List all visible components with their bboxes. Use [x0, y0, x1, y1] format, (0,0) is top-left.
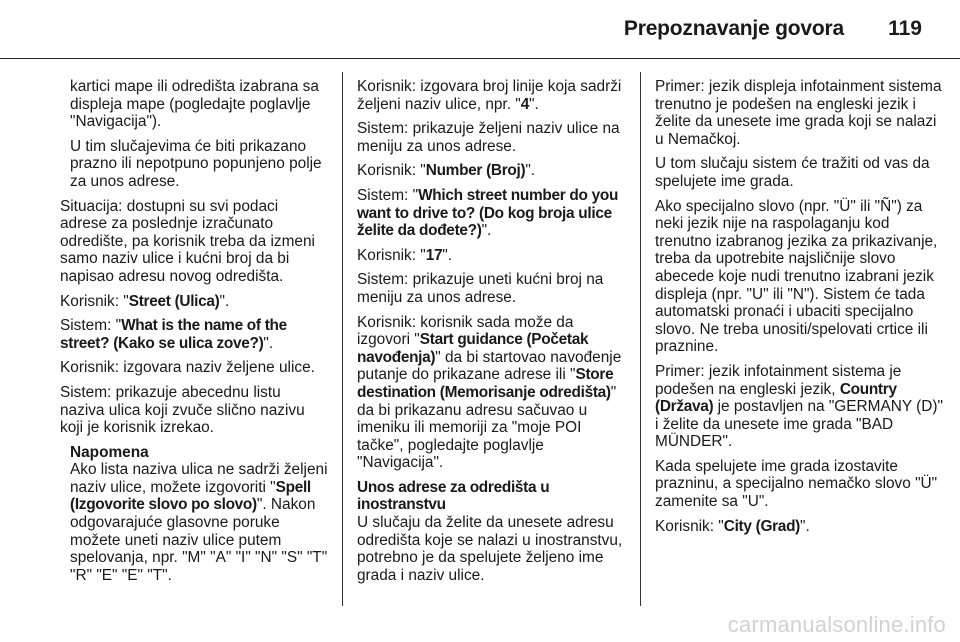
paragraph: Kada spelujete ime grada izostavite prazninu, a specijalno nemačko slovo "Ü" zamenite sa "U".: [655, 457, 938, 511]
paragraph: Primer: jezik displeja infotainment sistema trenutno je podešen na engleski jezik i želite da unesete ime grada koji se nalazi u Nemačkoj.: [655, 78, 942, 148]
header-rule: [0, 58, 960, 59]
paragraph: Sistem: prikazuje željeni naziv ulice na meniju za unos adrese.: [357, 120, 620, 155]
note-heading: Napomena: [70, 443, 149, 461]
paragraph: Sistem: prikazuje uneti kućni broj na meniju za unos adrese.: [357, 271, 604, 306]
paragraph: Sistem: prikazuje abecednu listu naziva ulica koji zvuče slično nazivu koji je korisnik izrekao.: [60, 383, 305, 437]
column-divider-2: [640, 72, 641, 606]
paragraph: Sistem: "What is the name of the street? (Kako se ulica zove?)".: [60, 317, 287, 352]
column-divider-1: [342, 72, 343, 606]
note-box: Napomena Ako lista naziva ulica ne sadrži željeni naziv ulice, možete izgovoriti "Spell (Izgovorite slovo po slovo)". Nakon odgovarajuće glasovne poruke možete uneti naziv ulice putem spelovanja, npr. "M" "A" "I" "N" "S" "T" "R" "E" "E" "T".: [70, 443, 328, 584]
page-title: Prepoznavanje govora: [623, 17, 844, 40]
paragraph: Korisnik: izgovara naziv željene ulice.: [60, 359, 315, 377]
paragraph: Sistem: "Which street number do you want to drive to? (Do kog broja ulice želite da dođete?)".: [357, 186, 619, 240]
section-heading: Unos adrese za odredišta u inostranstvu: [357, 478, 550, 514]
paragraph: Ako specijalno slovo (npr. "Ü" ili "Ñ") za neki jezik nije na raspolaganju kod trenutno izabranog jezika za prikazivanje, treba da upotrebite najsličnije slovo abecede koje nudi trenutno izabrani jezik displeja (npr. "U" ili "N"). Sistem će tada automatski pronaći i ubaciti specijalno slovo. Ne treba unositi/spelovati crtice ili praznine.: [655, 197, 938, 356]
paragraph: Korisnik: korisnik sada može da izgovori "Start guidance (Početak navođenja)" da bi startovao navođenje putanje do prikazane adrese ili "Store destination (Memorisanje odredišta)" da bi prikazanu adresu sačuvao u imeniku ili memoriji za "moje POI tačke", pogledajte poglavlje "Navigacija".: [357, 313, 622, 472]
paragraph: Primer: jezik infotainment sistema je podešen na engleski jezik, Country (Država) je postavljen na "GERMANY (D)" i želite da unesete ime grada "BAD MÜNDER".: [655, 362, 943, 451]
column-3: [655, 78, 947, 542]
paragraph: Korisnik: "Number (Broj)".: [357, 162, 536, 180]
section: Unos adrese za odredišta u inostranstvu U slučaju da želite da unesete adresu odredišta koje se nalazi u inostranstvu, potrebno je da spelujete željeno ime grada i naziv ulice.: [357, 479, 625, 585]
watermark: carmanualsonline.info: [727, 612, 946, 637]
paragraph: U tom slučaju sistem će tražiti od vas da spelujete ime grada.: [655, 155, 930, 190]
column-1: [60, 78, 328, 591]
paragraph: Korisnik: "Street (Ulica)".: [60, 292, 230, 310]
paragraph: Situacija: dostupni su svi podaci adrese za poslednje izračunato odredište, pa korisnik treba da izmeni samo naziv ulice i kućni broj da bi napisao adresu novog odredišta.: [60, 197, 315, 285]
column-2: [357, 78, 625, 591]
page-header: [0, 0, 960, 58]
paragraph: Korisnik: "17".: [357, 246, 453, 264]
paragraph: Korisnik: "City (Grad)".: [655, 517, 810, 535]
paragraph: U tim slučajevima će biti prikazano prazno ili nepotpuno popunjeno polje za unos adrese.: [70, 137, 322, 190]
page-number: 119: [888, 17, 922, 40]
paragraph: kartici mape ili odredišta izabrana sa displeja mape (pogledajte poglavlje "Navigacija").: [70, 78, 319, 131]
paragraph: Korisnik: izgovara broj linije koja sadrži željeni naziv ulice, npr. "4".: [357, 78, 622, 113]
